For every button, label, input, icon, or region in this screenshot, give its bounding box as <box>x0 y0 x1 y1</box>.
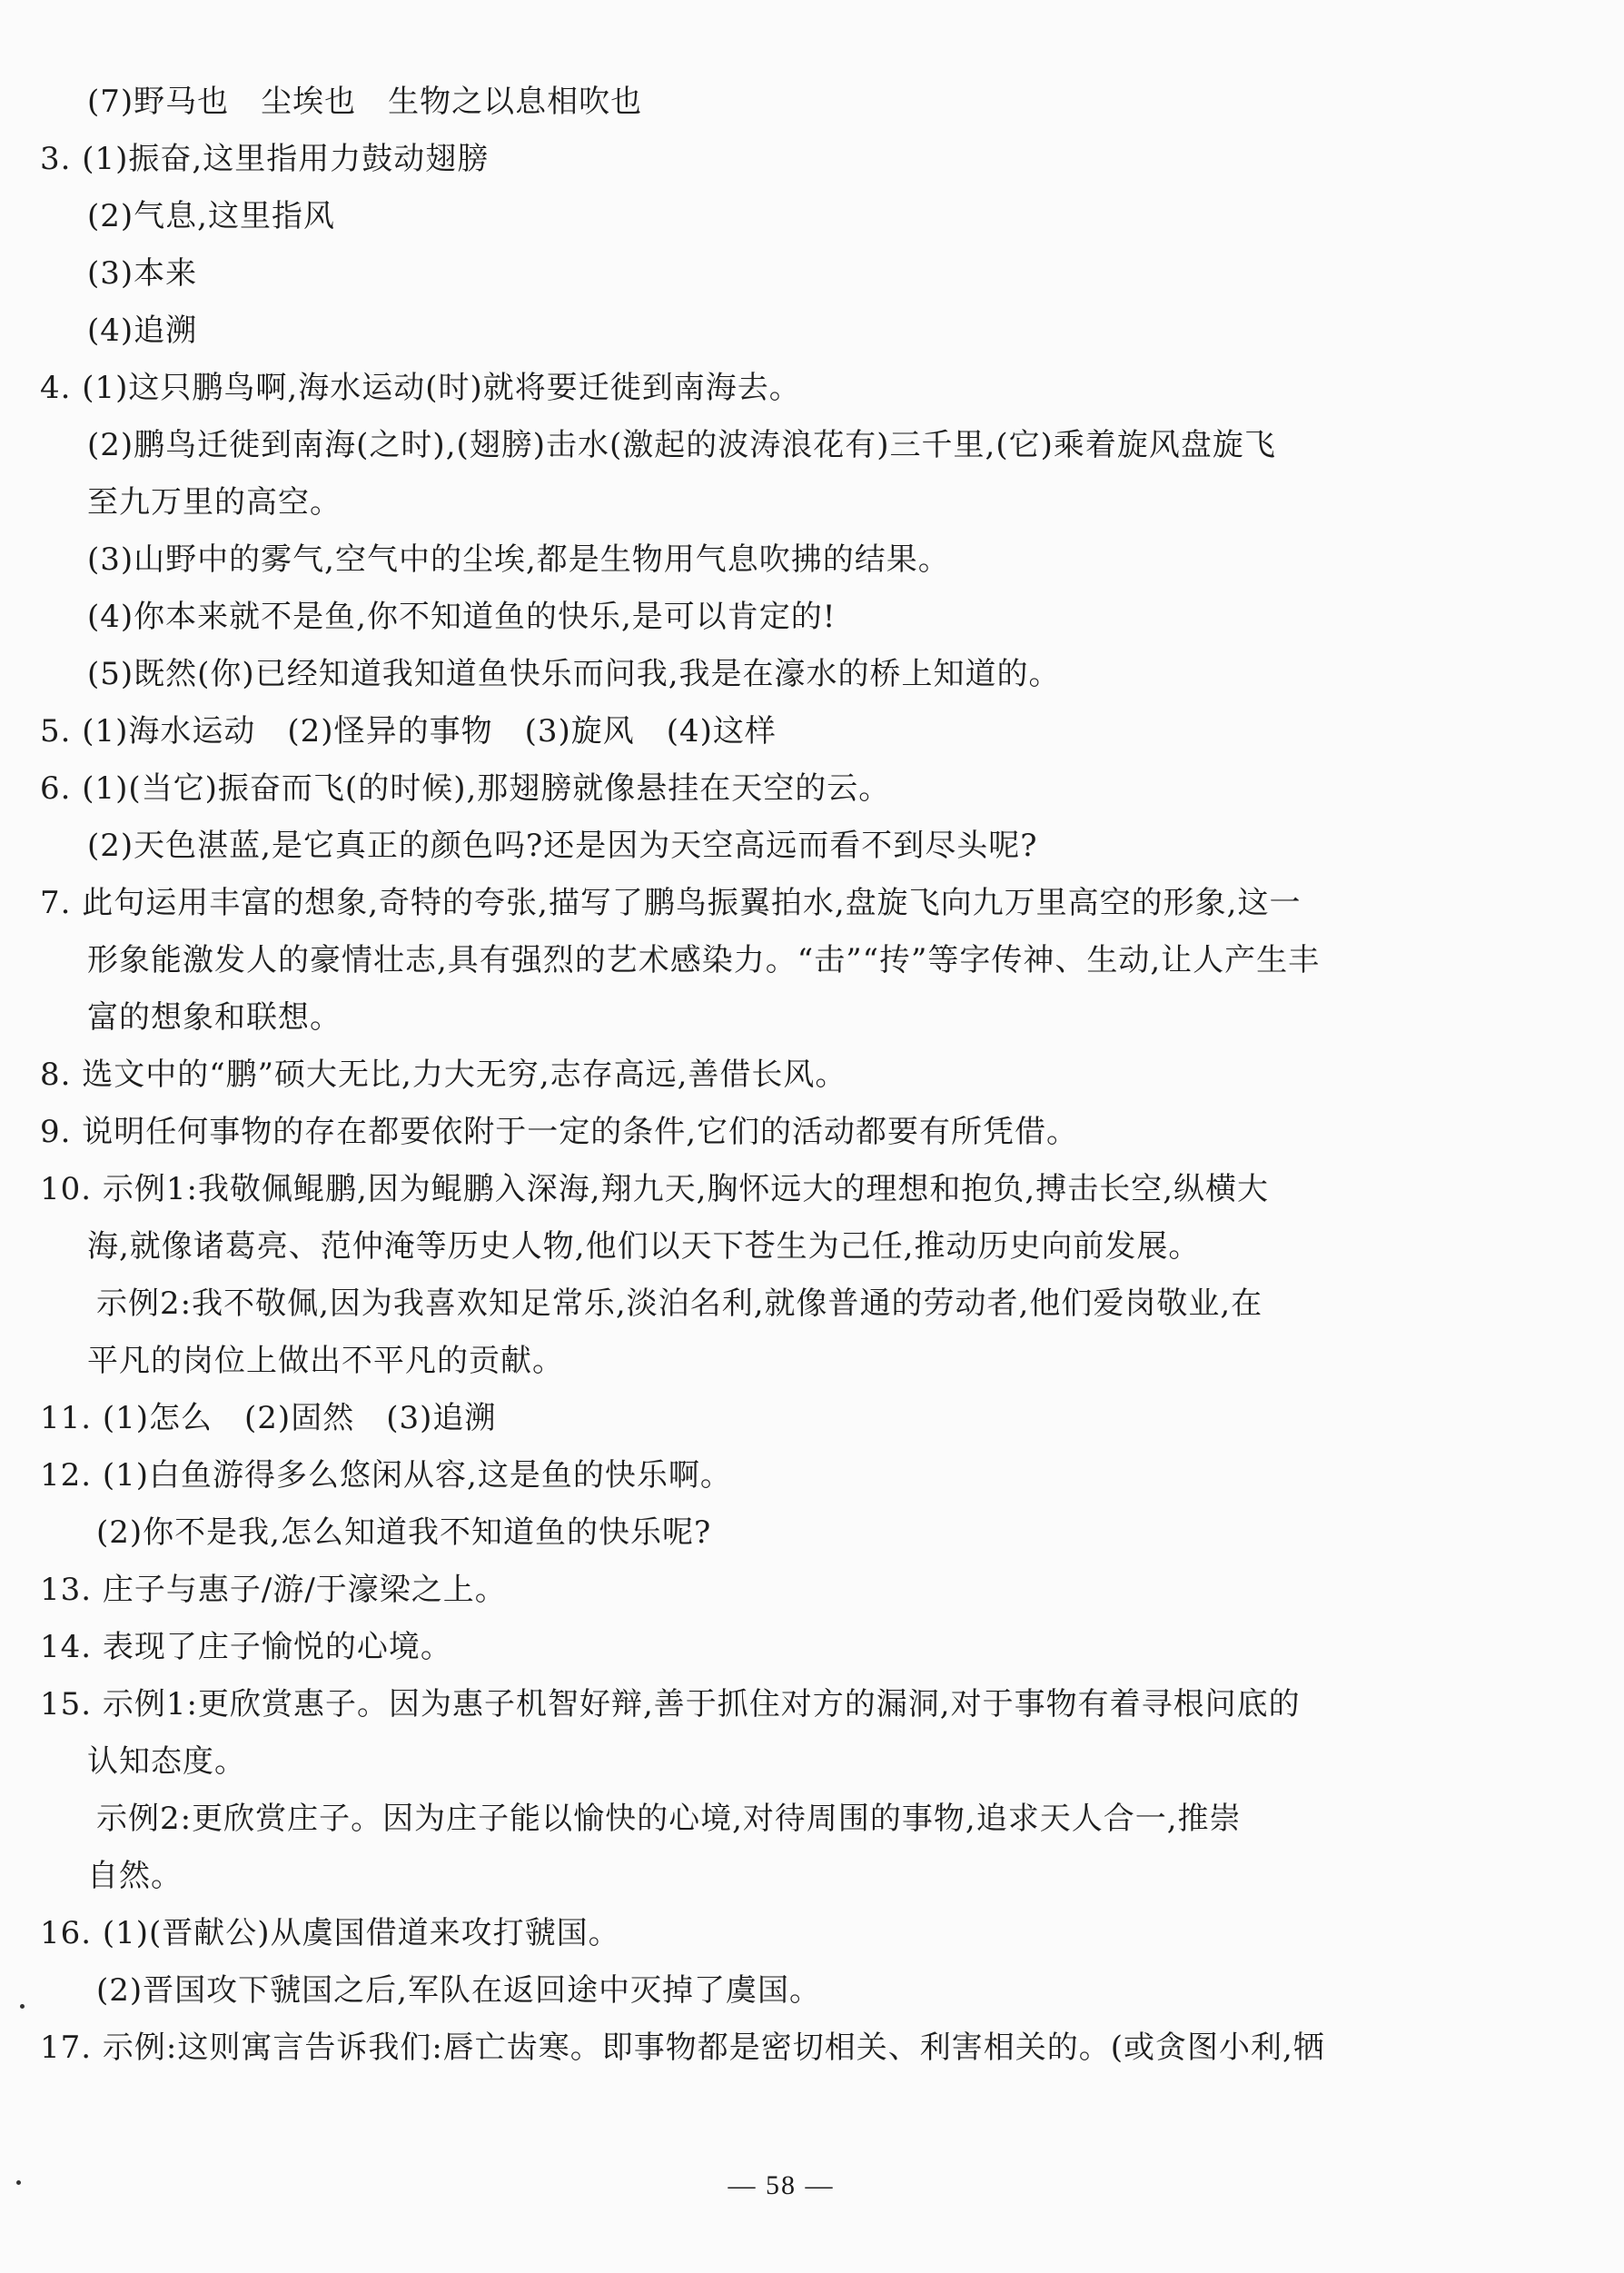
text-line: (5)既然(你)已经知道我知道鱼快乐而问我,我是在濠水的桥上知道的。 <box>87 656 1061 692</box>
text-line: (2)晋国攻下虢国之后,军队在返回途中灭掉了虞国。 <box>96 1972 821 2009</box>
text-line: 示例2:我不敬佩,因为我喜欢知足常乐,淡泊名利,就像普通的劳动者,他们爱岗敬业,在 <box>96 1285 1263 1322</box>
text-line: 12. (1)白鱼游得多么悠闲从容,这是鱼的快乐啊。 <box>40 1457 732 1494</box>
text-line: (2)气息,这里指风 <box>87 198 335 234</box>
text-line: 形象能激发人的豪情壮志,具有强烈的艺术感染力。“击”“抟”等字传神、生动,让人产生丰 <box>87 942 1321 978</box>
text-line: 认知态度。 <box>87 1743 246 1780</box>
text-line: 7. 此句运用丰富的想象,奇特的夸张,描写了鹏鸟振翼拍水,盘旋飞向九万里高空的形象,这一 <box>40 885 1302 921</box>
text-line: (2)天色湛蓝,是它真正的颜色吗?还是因为天空高远而看不到尽头呢? <box>87 828 1038 864</box>
text-line: (2)你不是我,怎么知道我不知道鱼的快乐呢? <box>96 1514 712 1551</box>
scan-speck <box>16 2180 21 2185</box>
scan-speck <box>20 2004 25 2009</box>
text-line: (4)追溯 <box>87 313 198 349</box>
text-line: 16. (1)(晋献公)从虞国借道来攻打虢国。 <box>40 1915 620 1951</box>
text-line: 13. 庄子与惠子/游/于濠梁之上。 <box>40 1572 507 1608</box>
page-number: — 58 — <box>728 2170 835 2200</box>
text-line: 富的想象和联想。 <box>87 999 342 1036</box>
text-line: 15. 示例1:更欣赏惠子。因为惠子机智好辩,善于抓住对方的漏洞,对于事物有着寻根问底的 <box>40 1686 1301 1722</box>
text-line: 5. (1)海水运动 (2)怪异的事物 (3)旋风 (4)这样 <box>40 713 777 749</box>
text-line: 8. 选文中的“鹏”硕大无比,力大无穷,志存高远,善借长风。 <box>40 1057 847 1093</box>
text-line: (4)你本来就不是鱼,你不知道鱼的快乐,是可以肯定的! <box>87 599 837 635</box>
text-line: 17. 示例:这则寓言告诉我们:唇亡齿寒。即事物都是密切相关、利害相关的。(或贪图小利,牺 <box>40 2030 1325 2066</box>
text-line: (3)山野中的雾气,空气中的尘埃,都是生物用气息吹拂的结果。 <box>87 541 950 578</box>
text-line: 海,就像诸葛亮、范仲淹等历史人物,他们以天下苍生为己任,推动历史向前发展。 <box>87 1228 1201 1265</box>
text-line: 自然。 <box>87 1858 183 1894</box>
text-line: 4. (1)这只鹏鸟啊,海水运动(时)就将要迁徙到南海去。 <box>40 370 801 406</box>
text-line: 10. 示例1:我敬佩鲲鹏,因为鲲鹏入深海,翔九天,胸怀远大的理想和抱负,搏击长空,纵横大 <box>40 1171 1270 1207</box>
text-line: (2)鹏鸟迁徙到南海(之时),(翅膀)击水(激起的波涛浪花有)三千里,(它)乘着旋风盘旋飞 <box>87 427 1276 463</box>
text-line: 9. 说明任何事物的存在都要依附于一定的条件,它们的活动都要有所凭借。 <box>40 1114 1079 1150</box>
text-line: 平凡的岗位上做出不平凡的贡献。 <box>87 1343 564 1379</box>
text-line: 6. (1)(当它)振奋而飞(的时候),那翅膀就像悬挂在天空的云。 <box>40 770 891 807</box>
text-line: (7)野马也 尘埃也 生物之以息相吹也 <box>87 84 643 120</box>
text-line: 11. (1)怎么 (2)固然 (3)追溯 <box>40 1400 497 1436</box>
text-line: 至九万里的高空。 <box>87 484 342 521</box>
text-line: 3. (1)振奋,这里指用力鼓动翅膀 <box>40 141 490 177</box>
text-line: 14. 表现了庄子愉悦的心境。 <box>40 1629 452 1665</box>
text-line: 示例2:更欣赏庄子。因为庄子能以愉快的心境,对待周围的事物,追求天人合一,推崇 <box>96 1801 1242 1837</box>
text-line: (3)本来 <box>87 255 198 292</box>
